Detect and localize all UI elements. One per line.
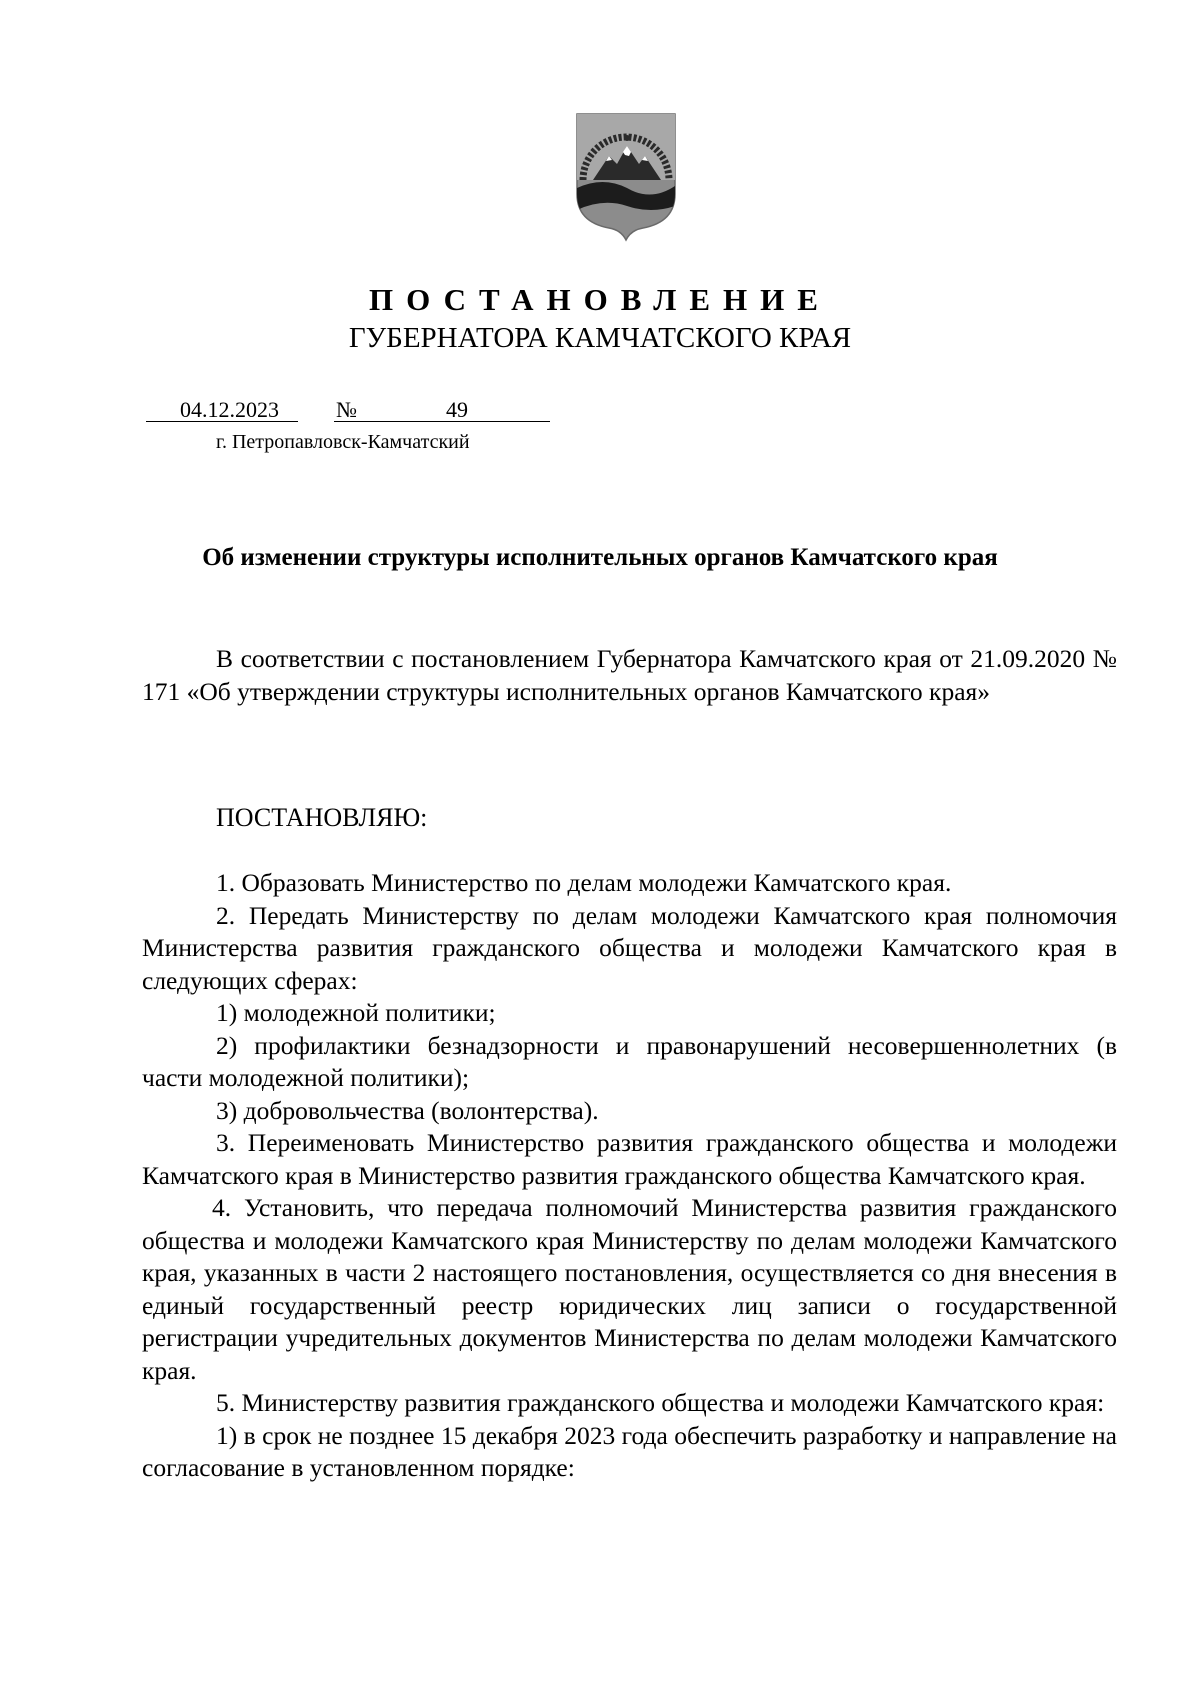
document-date: 04.12.2023 bbox=[180, 397, 279, 422]
list-item: 2. Передать Министерству по делам молодежи Камчатского края полномочия Министерства развития гражданского общества и молодежи Камчатского края в следующих сферах: bbox=[142, 900, 1117, 995]
preamble bbox=[142, 643, 1117, 708]
list-item: 1) в срок не позднее 15 декабря 2023 года обеспечить разработку и направление на согласование в установленном порядке: bbox=[142, 1420, 1117, 1482]
document-date-number bbox=[146, 397, 550, 425]
list-item: 4. Установить, что передача полномочий Министерства развития гражданского общества и молодежи Камчатского края Министерству по делам молодежи Камчатского края, указанных в части 2 настоящего постановления, осуществляется со дня внесения в единый государственный реестр юридических лиц записи о государственной регистрации учредительных документов Министерства по делам молодежи Камчатского края. bbox=[142, 1193, 1117, 1385]
decree-word: ПОСТАНОВЛЯЮ: bbox=[216, 803, 428, 832]
document-title: ПОСТАНОВЛЕНИЕ bbox=[369, 282, 831, 317]
decree-items bbox=[142, 867, 1117, 1485]
number-sign: № bbox=[336, 397, 357, 422]
volcano-shield-icon bbox=[573, 110, 679, 242]
list-item: 3) добровольчества (волонтерства). bbox=[216, 1095, 599, 1125]
number-underline bbox=[334, 421, 550, 422]
list-item: 1. Образовать Министерство по делам молодежи Камчатского края. bbox=[216, 868, 952, 897]
list-item: 3. Переименовать Министерство развития гражданского общества и молодежи Камчатского края в Министерство развития гражданского общества Камчатского края. bbox=[142, 1128, 1117, 1190]
list-item: 1) молодежной политики; bbox=[216, 998, 496, 1027]
document-heading: Об изменении структуры исполнительных органов Камчатского края bbox=[202, 544, 998, 571]
document-issuer: ГУБЕРНАТОРА КАМЧАТСКОГО КРАЯ bbox=[348, 322, 852, 354]
document-city: г. Петропавловск-Камчатский bbox=[216, 431, 470, 453]
coat-of-arms-emblem bbox=[573, 110, 679, 242]
document-number: 49 bbox=[446, 397, 468, 422]
list-item: 5. Министерству развития гражданского общества и молодежи Камчатского края: bbox=[216, 1388, 1105, 1417]
preamble-paragraph: В соответствии с постановлением Губернатора Камчатского края от 21.09.2020 № 171 «Об утверждении структуры исполнительных органов Камчатского края» bbox=[142, 644, 1117, 706]
list-item: 2) профилактики безнадзорности и правонарушений несовершеннолетних (в части молодежной политики); bbox=[142, 1030, 1117, 1092]
